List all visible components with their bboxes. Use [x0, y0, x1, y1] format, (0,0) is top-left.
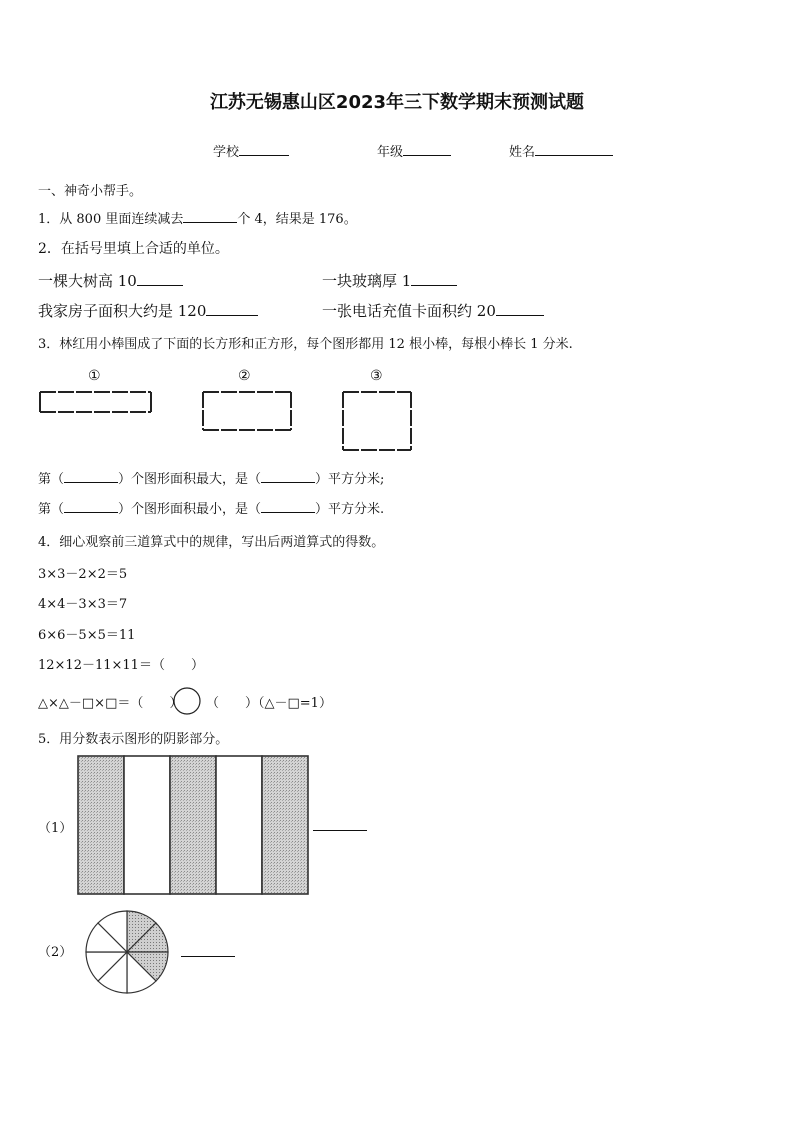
q4-eq5-left: △×△－□×□＝（ ） — [38, 696, 183, 711]
shaded-column — [170, 756, 216, 894]
q4-equation-1: 3×3－2×2＝5 — [38, 567, 128, 582]
figure-label-2: ② — [238, 368, 251, 384]
grade-field — [377, 141, 451, 160]
q4-equation-4: 12×12－11×11＝（ ） — [38, 658, 204, 673]
q2-item-d — [322, 300, 544, 321]
q3-blank-1[interactable] — [64, 468, 118, 483]
q2-item-b-text: 一块玻璃厚 1 — [322, 272, 412, 290]
stick-figure-3 — [341, 390, 413, 452]
q1-blank[interactable] — [183, 208, 237, 223]
q5-label-2: （2） — [38, 945, 73, 960]
q5-answer-blank-1[interactable] — [313, 818, 367, 831]
question-2-title: 2．在括号里填上合适的单位。 — [38, 241, 229, 257]
q3-line-1 — [38, 468, 384, 487]
shaded-column — [78, 756, 124, 894]
unshaded-column — [124, 756, 170, 894]
q4-equation-2: 4×4－3×3＝7 — [38, 597, 128, 612]
q2-item-d-blank[interactable] — [496, 301, 544, 316]
q5-answer-blank-2[interactable] — [181, 944, 235, 957]
q3-blank-3[interactable] — [64, 498, 118, 513]
q4-equation-5 — [38, 692, 182, 711]
q2-item-b — [322, 270, 457, 291]
grade-label: 年级 — [377, 145, 404, 160]
q2-item-a — [38, 270, 183, 291]
q5-label-1: （1） — [38, 821, 73, 836]
figure-label-1: ① — [88, 368, 101, 384]
page-title: 江苏无锡惠山区2023年三下数学期末预测试题 — [209, 92, 585, 113]
q3-line1-a: 第（ — [38, 472, 65, 487]
shaded-circle-figure — [83, 908, 171, 996]
school-blank[interactable] — [239, 141, 289, 156]
q2-item-c — [38, 300, 258, 321]
q3-line1-c: ）平方分米; — [315, 472, 385, 487]
q4-eq5-right: （ ）（△－□=1） — [206, 696, 332, 711]
q3-blank-4[interactable] — [261, 498, 315, 513]
name-blank[interactable] — [535, 141, 613, 156]
q2-item-c-blank[interactable] — [206, 301, 258, 316]
q3-blank-2[interactable] — [261, 468, 315, 483]
q3-line2-a: 第（ — [38, 502, 65, 517]
q2-item-c-text: 我家房子面积大约是 120 — [38, 302, 207, 320]
name-field — [509, 141, 613, 160]
q3-line-2 — [38, 498, 384, 517]
grade-blank[interactable] — [403, 141, 451, 156]
q1-text-a: 1．从 800 里面连续减去 — [38, 212, 184, 227]
q4-equation-3: 6×6－5×5＝11 — [38, 628, 136, 643]
stick-figure-1 — [38, 390, 153, 414]
section-heading: 一、神奇小帮手。 — [38, 184, 143, 199]
q2-item-a-blank[interactable] — [137, 271, 183, 286]
stick-figure-2 — [201, 390, 293, 432]
q2-item-b-blank[interactable] — [411, 271, 457, 286]
school-field — [213, 141, 289, 160]
shaded-rectangle-figure — [76, 754, 310, 896]
name-label: 姓名 — [509, 145, 536, 160]
question-1 — [38, 208, 357, 227]
q2-item-d-text: 一张电话充值卡面积约 20 — [322, 302, 496, 320]
q1-text-b: 个 4，结果是 176。 — [237, 212, 357, 227]
blank-circle — [172, 686, 202, 716]
figure-label-3: ③ — [370, 368, 383, 384]
shaded-column — [262, 756, 308, 894]
q2-item-a-text: 一棵大树高 10 — [38, 272, 137, 290]
q3-line2-b: ）个图形面积最小，是（ — [118, 502, 262, 517]
school-label: 学校 — [213, 145, 240, 160]
question-3-title: 3．林红用小棒围成了下面的长方形和正方形，每个图形都用 12 根小棒，每根小棒长 1 分米. — [38, 337, 573, 352]
question-4-title: 4．细心观察前三道算式中的规律，写出后两道算式的得数。 — [38, 535, 385, 550]
q3-line1-b: ）个图形面积最大，是（ — [118, 472, 262, 487]
unshaded-column — [216, 756, 262, 894]
q3-line2-c: ）平方分米. — [315, 502, 385, 517]
question-5-title: 5．用分数表示图形的阴影部分。 — [38, 732, 229, 747]
